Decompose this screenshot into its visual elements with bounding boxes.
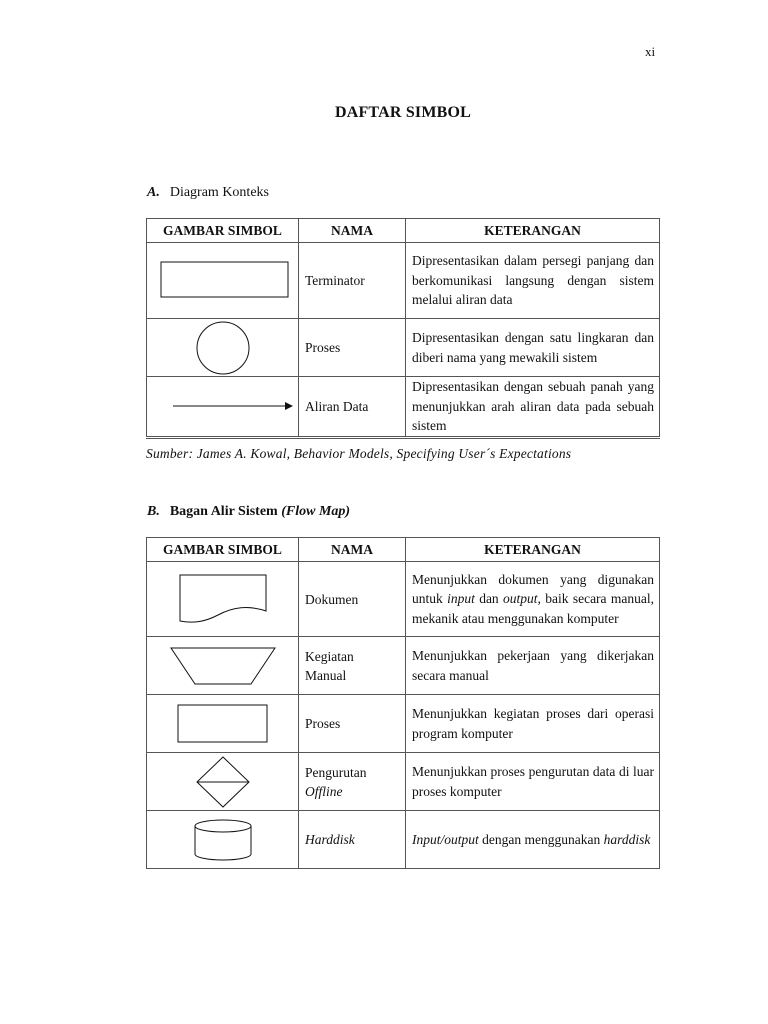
description-text: baik secara manual, mekanik atau menggunakan komputer: [412, 591, 654, 626]
symbol-cell: [147, 695, 299, 753]
table-row: [147, 243, 660, 319]
table-row: [147, 562, 660, 637]
source-citation: Sumber: James A. Kowal, Behavior Models, Specifying User´s Expectations: [146, 446, 572, 461]
symbol-name: Harddisk: [299, 811, 406, 869]
symbol-cell: [147, 637, 299, 695]
description-italic: harddisk: [603, 831, 651, 847]
symbol-description: [406, 562, 660, 637]
section-a-letter: A.: [147, 185, 160, 200]
symbol-cell: [147, 319, 299, 377]
symbol-cell: [147, 753, 299, 811]
section-a-title: Diagram Konteks: [169, 185, 269, 200]
page-title: DAFTAR SIMBOL: [334, 104, 472, 121]
document-icon: [173, 571, 273, 627]
column-header-symbol: GAMBAR SIMBOL: [147, 538, 299, 562]
section-b-letter: B.: [147, 504, 160, 519]
name-line: Manual: [305, 667, 347, 683]
rectangle-icon: [153, 256, 293, 306]
table-header-row: [147, 219, 660, 243]
flow-map-table: [146, 537, 660, 869]
symbol-name: Proses: [299, 319, 406, 377]
circle-icon: [188, 320, 258, 376]
column-header-description: KETERANGAN: [406, 538, 660, 562]
process-rectangle-icon: [175, 702, 271, 746]
symbol-description: [406, 811, 660, 869]
page-number: xi: [645, 44, 656, 59]
arrow-icon: [153, 396, 293, 416]
symbol-description: Dipresentasikan dalam persegi panjang dan berkomunikasi langsung dengan sistem melalui aliran data: [406, 243, 660, 319]
section-b-heading: [147, 504, 350, 520]
table-row: [147, 319, 660, 377]
description-text: dan: [474, 591, 504, 607]
symbol-name: [299, 637, 406, 695]
section-b-title: Bagan Alir Sistem: [169, 504, 278, 519]
symbol-description: Dipresentasikan dengan satu lingkaran dan diberi nama yang mewakili sistem: [406, 319, 660, 377]
section-a-heading: [147, 185, 269, 201]
table-row: [147, 637, 660, 695]
diamond-sort-icon: [193, 755, 253, 809]
column-header-name: NAMA: [299, 219, 406, 243]
symbol-cell: [147, 811, 299, 869]
column-header-description: KETERANGAN: [406, 219, 660, 243]
trapezoid-icon: [167, 644, 279, 688]
context-diagram-table: [146, 218, 660, 437]
symbol-name: Dokumen: [299, 562, 406, 637]
symbol-description: Dipresentasikan dengan sebuah panah yang menunjukkan arah aliran data pada sebuah sistem: [406, 377, 660, 437]
table-header-row: [147, 538, 660, 562]
name-line: Kegiatan: [305, 648, 354, 664]
cylinder-icon: [191, 816, 255, 864]
table-row: [147, 753, 660, 811]
symbol-name: Proses: [299, 695, 406, 753]
description-italic: Input/output: [412, 831, 479, 847]
symbol-cell: [147, 243, 299, 319]
symbol-name: Aliran Data: [299, 377, 406, 437]
table-row: [147, 695, 660, 753]
description-italic: input: [447, 591, 475, 607]
symbol-name: Terminator: [299, 243, 406, 319]
symbol-description: Menunjukkan kegiatan proses dari operasi program komputer: [406, 695, 660, 753]
symbol-description: Menunjukkan proses pengurutan data di luar proses komputer: [406, 753, 660, 811]
table-double-rule: [146, 438, 660, 439]
table-row: [147, 377, 660, 437]
column-header-symbol: GAMBAR SIMBOL: [147, 219, 299, 243]
section-b-title-italic: (Flow Map): [281, 504, 351, 519]
table-row: [147, 811, 660, 869]
symbol-cell: [147, 562, 299, 637]
symbol-description: Menunjukkan pekerjaan yang dikerjakan secara manual: [406, 637, 660, 695]
symbol-name: [299, 753, 406, 811]
description-italic: output,: [503, 591, 541, 607]
column-header-name: NAMA: [299, 538, 406, 562]
name-line: Pengurutan: [305, 764, 367, 780]
name-line-italic: Offline: [305, 783, 343, 799]
description-text: Menunjukkan dokumen yang digunakan untuk: [412, 571, 654, 607]
symbol-cell: [147, 377, 299, 437]
description-text: dengan menggunakan: [478, 831, 604, 847]
